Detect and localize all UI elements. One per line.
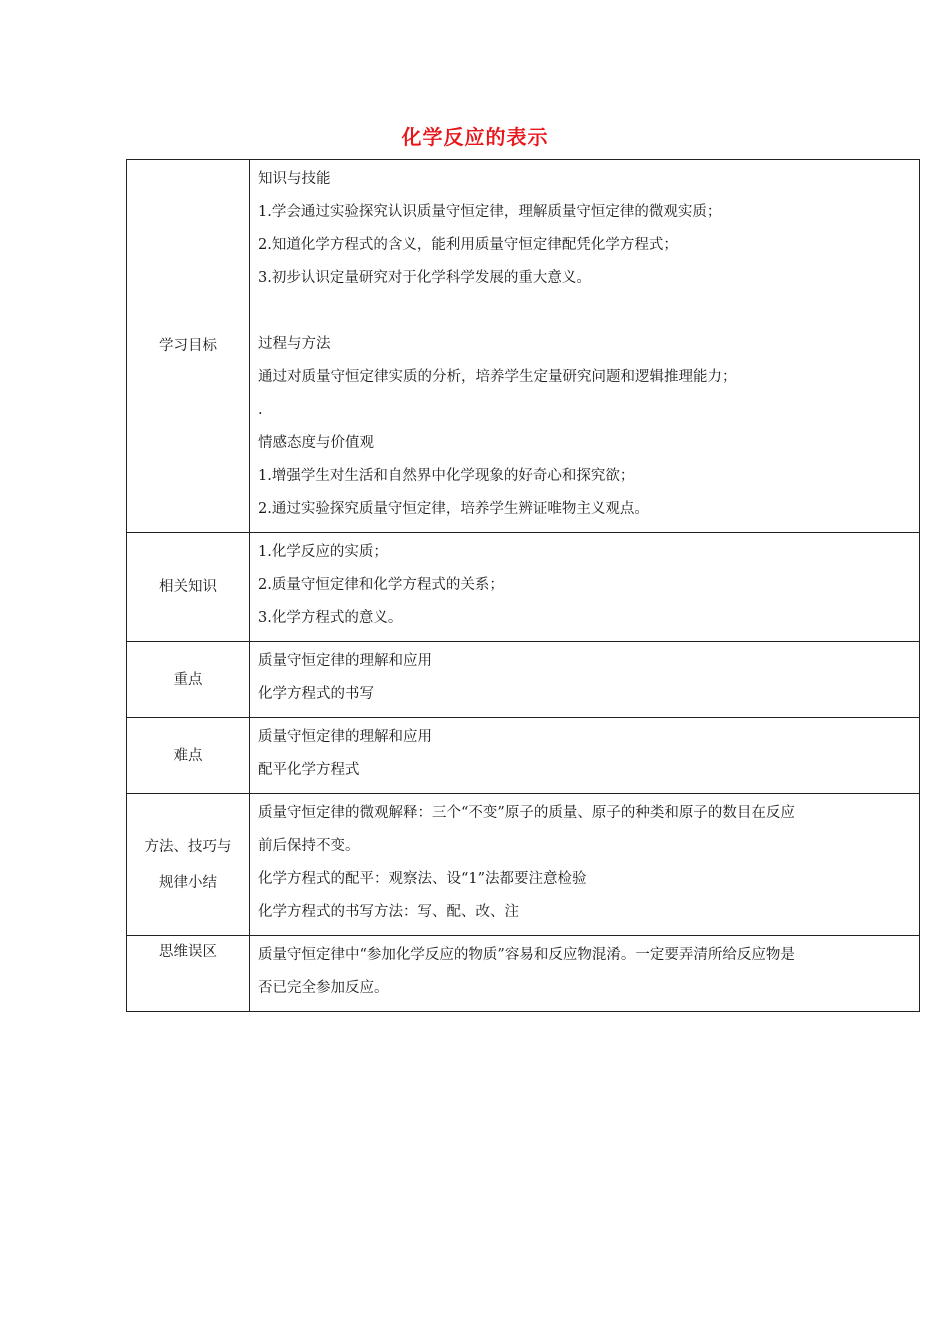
list-item: 3.初步认识定量研究对于化学科学发展的重大意义。 <box>258 270 591 286</box>
list-item: 质量守恒定律的微观解释：三个“不变”原子的质量、原子的种类和原子的数目在反应 <box>258 805 795 821</box>
list-item: 化学方程式的书写方法：写、配、改、注 <box>258 904 519 920</box>
list-item: 3.化学方程式的意义。 <box>258 610 403 626</box>
row-content-key-points <box>250 642 920 718</box>
list-item: 1.增强学生对生活和自然界中化学现象的好奇心和探究欲； <box>258 468 635 484</box>
row-label-misconceptions: 思维误区 <box>127 936 250 1012</box>
stray-dot: . <box>258 402 263 418</box>
list-item: 通过对质量守恒定律实质的分析，培养学生定量研究问题和逻辑推理能力； <box>258 369 737 385</box>
list-item: 化学方程式的书写 <box>258 686 374 702</box>
row-content-misconceptions <box>250 936 920 1012</box>
list-item: 2.知道化学方程式的含义，能利用质量守恒定律配凭化学方程式； <box>258 237 678 253</box>
list-item: 2.通过实验探究质量守恒定律，培养学生辨证唯物主义观点。 <box>258 501 649 517</box>
table-row-misconceptions <box>127 936 920 1012</box>
list-item: 前后保持不变。 <box>258 838 360 854</box>
row-label-objectives: 学习目标 <box>127 160 250 533</box>
row-label-related-knowledge: 相关知识 <box>127 533 250 642</box>
blank-line <box>258 295 913 328</box>
table-row-objectives <box>127 160 920 533</box>
list-item: 配平化学方程式 <box>258 762 360 778</box>
table-row-methods-summary <box>127 794 920 936</box>
row-label-key-points: 重点 <box>127 642 250 718</box>
list-item: 否已完全参加反应。 <box>258 980 389 996</box>
list-item: 质量守恒定律中“参加化学反应的物质”容易和反应物混淆。一定要弄清所给反应物是 <box>258 947 795 963</box>
section-heading: 知识与技能 <box>258 171 331 187</box>
table-row-related-knowledge <box>127 533 920 642</box>
page-title: 化学反应的表示 <box>401 125 549 149</box>
row-content-methods-summary <box>250 794 920 936</box>
list-item: 质量守恒定律的理解和应用 <box>258 653 432 669</box>
row-content-difficulties <box>250 718 920 794</box>
table-row-key-points <box>127 642 920 718</box>
table-row-difficulties <box>127 718 920 794</box>
row-content-related-knowledge <box>250 533 920 642</box>
row-label-difficulties: 难点 <box>127 718 250 794</box>
lesson-plan-table <box>126 159 920 1012</box>
row-content-objectives <box>250 160 920 533</box>
row-label-methods-summary: 方法、技巧与 规律小结 <box>127 794 250 936</box>
list-item: 1.化学反应的实质； <box>258 544 388 560</box>
section-heading: 情感态度与价值观 <box>258 435 374 451</box>
list-item: 1.学会通过实验探究认识质量守恒定律，理解质量守恒定律的微观实质； <box>258 204 722 220</box>
section-heading: 过程与方法 <box>258 336 331 352</box>
list-item: 2.质量守恒定律和化学方程式的关系； <box>258 577 504 593</box>
list-item: 化学方程式的配平：观察法、设“1”法都要注意检验 <box>258 871 587 887</box>
list-item: 质量守恒定律的理解和应用 <box>258 729 432 745</box>
